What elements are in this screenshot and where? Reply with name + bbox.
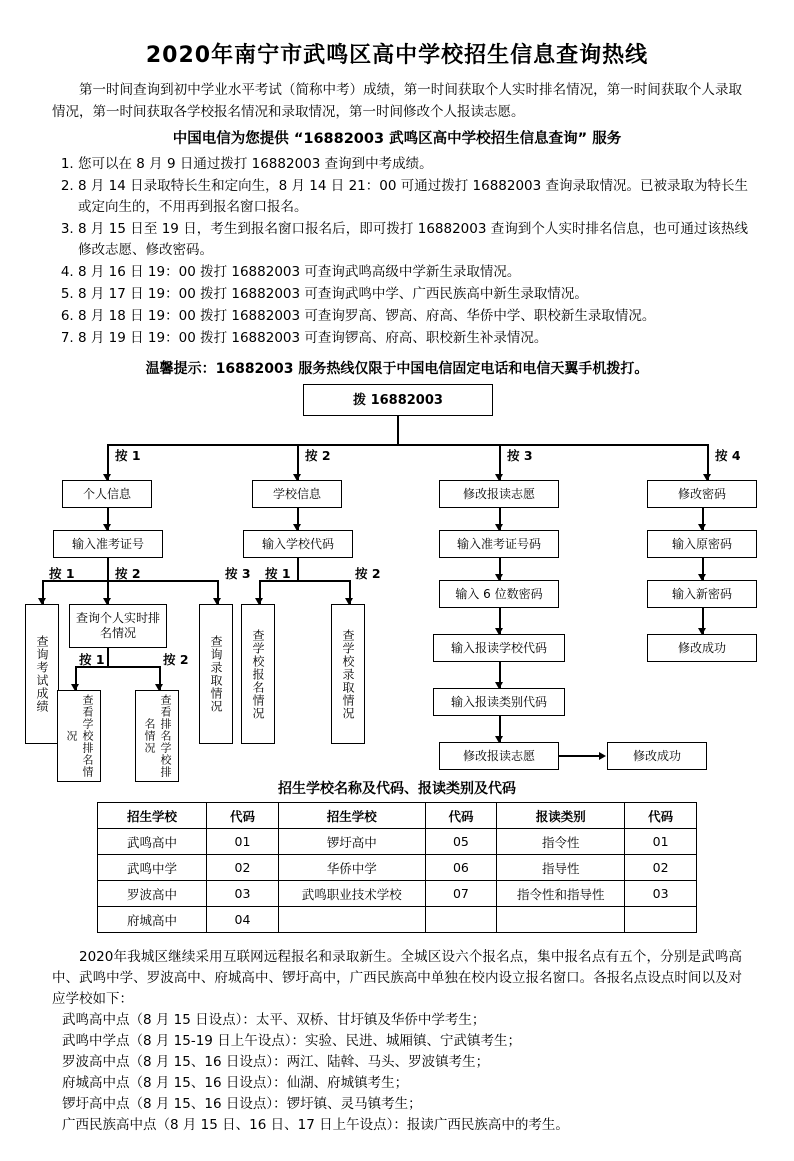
flow-col2-school-apply: 查学校报名情况 [241,604,275,744]
footer-section [52,947,742,1136]
flow-col3-box4: 输入报读学校代码 [433,634,565,662]
cell: 锣圩高中 [278,829,425,855]
flow-col3-box3: 输入 6 位数密码 [439,580,559,608]
flow-col2-box2: 输入学校代码 [243,530,353,558]
flow-col1-school-rank: 查看学校排名情况 [57,690,101,782]
cell: 指令性 [497,829,625,855]
flow-col3-box7: 修改成功 [607,742,707,770]
flow-col4-box2: 输入原密码 [647,530,757,558]
table-header-row [98,803,697,829]
col-header-code1: 代码 [207,803,279,829]
intro-paragraph: 第一时间查询到初中学业水平考试（简称中考）成绩，第一时间获取个人实时排名情况，第一时间获取个人录取情况，第一时间获取各学校报名情况和录取情况，第一时间修改个人报读志愿。 [52,82,742,120]
cell: 华侨中学 [278,855,425,881]
list-item: 6. 8 月 18 日 19：00 拨打 16882003 可查询罗高、锣高、府高、华侨中学、职校新生录取情况。 [78,306,748,327]
col-header-school2: 招生学校 [278,803,425,829]
cell: 02 [625,855,697,881]
table-row [98,855,697,881]
footer-point: 武鸣高中点（8 月 15 日设点）：太平、双桥、甘圩镇及华侨中学考生； [62,1012,486,1028]
flow-col2-box1: 学校信息 [252,480,342,508]
list-item: 2. 8 月 14 日录取特长生和定向生，8 月 14 日 21：00 可通过拨打 16882003 查询录取情况。已被录取为特长生或定向生的，不用再到报名窗口报名。 [78,176,748,218]
flow-col1-query-rank: 查询个人实时排名情况 [69,604,167,648]
flow-col4-box1: 修改密码 [647,480,757,508]
cell [278,907,425,933]
col1-sub-label-3: 按 3 [225,566,251,581]
footer-point: 广西民族高中点（8 月 15 日、16 日、17 日上午设点）：报读广西民族高中的考生。 [62,1117,569,1133]
cell [497,907,625,933]
flow-col3-box6: 修改报读志愿 [439,742,559,770]
flow-col1-query-score: 查询考试成绩 [25,604,59,744]
cell: 03 [625,881,697,907]
cell: 指导性 [497,855,625,881]
page-title: 2020年南宁市武鸣区高中学校招生信息查询热线 [145,43,649,68]
footer-point: 锣圩高中点（8 月 15、16 日设点）：锣圩镇、灵马镇考生； [62,1096,422,1112]
col2-sub-label-1: 按 1 [265,566,291,581]
list-item: 7. 8 月 19 日 19：00 拨打 16882003 可查询锣高、府高、职校新生补录情况。 [78,328,748,349]
list-item: 1. 您可以在 8 月 9 日通过拨打 16882003 查询到中考成绩。 [78,154,748,175]
codes-table [97,802,697,933]
flow-col1-box2: 输入准考证号 [53,530,163,558]
cell: 02 [207,855,279,881]
footer-point: 府城高中点（8 月 15、16 日设点）：仙湖、府城镇考生； [62,1075,409,1091]
col1-sub2-label-1: 按 1 [79,652,105,667]
cell: 01 [207,829,279,855]
flow-col1-box1: 个人信息 [62,480,152,508]
flow-col3-box2: 输入准考证号码 [439,530,559,558]
table-caption: 招生学校名称及代码、报读类别及代码 [278,781,516,797]
col2-sub-label-2: 按 2 [355,566,381,581]
cell: 罗波高中 [98,881,207,907]
cell [625,907,697,933]
table-row [98,881,697,907]
footer-point: 罗波高中点（8 月 15、16 日设点）：两江、陆斡、马头、罗波镇考生； [62,1054,490,1070]
flow-col1-query-admission: 查询录取情况 [199,604,233,744]
flow-col4-box4: 修改成功 [647,634,757,662]
flow-col3-box5: 输入报读类别代码 [433,688,565,716]
cell: 指令性和指导性 [497,881,625,907]
steps-list [58,154,748,349]
cell: 05 [425,829,497,855]
flow-col2-school-admit: 查学校录取情况 [331,604,365,744]
cell: 06 [425,855,497,881]
cell: 07 [425,881,497,907]
branch-label-1: 按 1 [115,448,141,463]
cell: 武鸣中学 [98,855,207,881]
cell: 府城高中 [98,907,207,933]
col-header-school1: 招生学校 [98,803,207,829]
col-header-code2: 代码 [425,803,497,829]
cell: 01 [625,829,697,855]
branch-label-2: 按 2 [305,448,331,463]
list-item: 5. 8 月 17 日 19：00 拨打 16882003 可查询武鸣中学、广西民族高中新生录取情况。 [78,284,748,305]
cell [425,907,497,933]
col1-sub-label-1: 按 1 [49,566,75,581]
footer-point: 武鸣中学点（8 月 15-19 日上午设点）：实验、民进、城厢镇、宁武镇考生； [62,1033,521,1049]
flow-col4-box3: 输入新密码 [647,580,757,608]
list-item: 3. 8 月 15 日至 19 日，考生到报名窗口报名后，即可拨打 16882003 查询到个人实时排名信息，也可通过该热线修改志愿、修改密码。 [78,219,748,261]
col-header-type: 报读类别 [497,803,625,829]
footer-paragraph: 2020年我城区继续采用互联网远程报名和录取新生。全城区设六个报名点，集中报名点有五个，分别是武鸣高中、武鸣中学、罗波高中、府城高中、锣圩高中，广西民族高中单独在校内设立报名窗口。各报名点设点时间以及对应学校如下： [52,949,742,1007]
list-item: 4. 8 月 16 日 19：00 拨打 16882003 可查询武鸣高级中学新生录取情况。 [78,262,748,283]
flow-col1-rank-school: 查看排名学校排名情况 [135,690,179,782]
table-row [98,907,697,933]
cell: 武鸣职业技术学校 [278,881,425,907]
col1-sub-label-2: 按 2 [115,566,141,581]
flow-col3-box1: 修改报读志愿 [439,480,559,508]
flow-chart [35,384,747,778]
warm-tip: 温馨提示：16882003 服务热线仅限于中国电信固定电话和电信天翼手机拨打。 [145,361,649,377]
table-row [98,829,697,855]
cell: 03 [207,881,279,907]
col-header-code3: 代码 [625,803,697,829]
service-subtitle: 中国电信为您提供 “16882003 武鸣区高中学校招生信息查询” 服务 [172,131,622,147]
branch-label-3: 按 3 [507,448,533,463]
cell: 武鸣高中 [98,829,207,855]
col1-sub2-label-2: 按 2 [163,652,189,667]
branch-label-4: 按 4 [715,448,741,463]
flow-root-box: 拨 16882003 [303,384,493,416]
cell: 04 [207,907,279,933]
document-page [0,38,794,1161]
